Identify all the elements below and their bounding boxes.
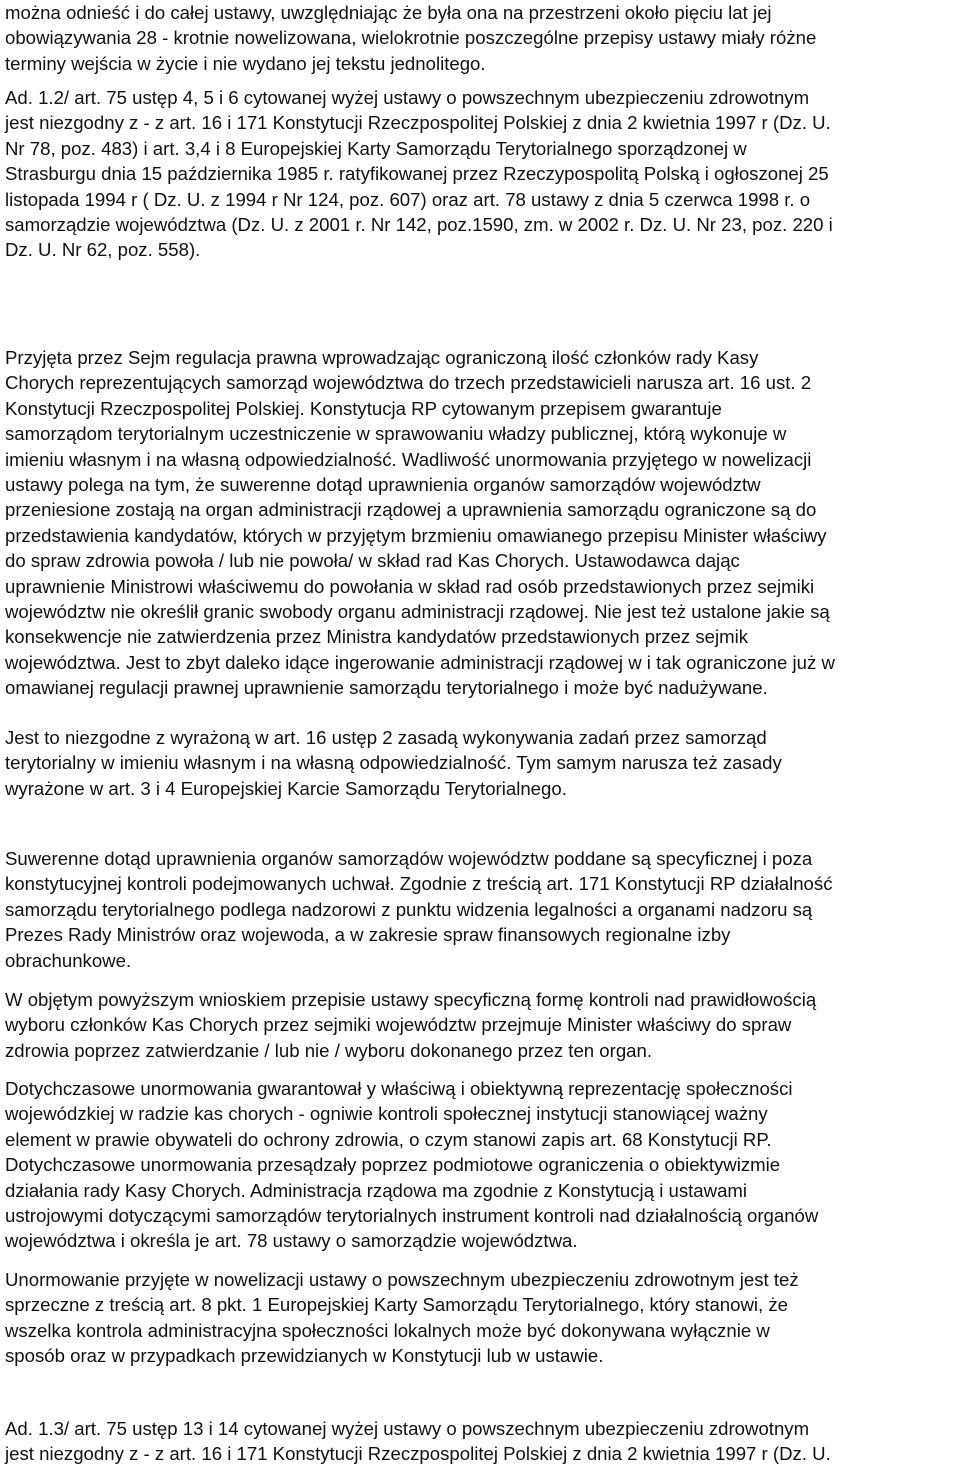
text-line: województwa. Jest to zbyt daleko idące ingerowanie administracji rządowej w i tak ograniczone już w xyxy=(5,651,835,673)
text-line: obowiązywania 28 - krotnie nowelizowana, wielokrotnie poszczególne przepisy ustawy miały różne xyxy=(5,27,817,49)
text-line: konstytucyjnej kontroli podejmowanych uchwał. Zgodnie z treścią art. 171 Konstytucji RP działalność xyxy=(5,873,833,895)
text-line: ustrojowymi dotyczącymi samorządów terytorialnych instrument kontroli nad działalnością organów xyxy=(5,1205,819,1227)
text-line: Dotychczasowe unormowania przesądzały poprzez podmiotowe ograniczenia o obiektywizmie xyxy=(5,1154,781,1176)
paragraph-8 xyxy=(5,1267,799,1369)
text-line: przeniesione zostają na organ administracji rządowej a uprawnienia samorządu ograniczone są do xyxy=(5,499,817,521)
paragraph-2 xyxy=(5,85,833,263)
text-line: Ad. 1.3/ art. 75 ustęp 13 i 14 cytowanej wyżej ustawy o powszechnym ubezpieczeniu zdrowotnym xyxy=(5,1418,810,1439)
text-line: Strasburgu dnia 15 października 1985 r. ratyfikowanej przez Rzeczypospolitą Polską i ogłoszonej 25 xyxy=(5,163,829,185)
text-line: Suwerenne dotąd uprawnienia organów samorządów województw poddane są specyficznej i poza xyxy=(5,848,813,869)
text-line: listopada 1994 r ( Dz. U. z 1994 r Nr 124, poz. 607) oraz art. 78 ustawy z dnia 5 czerwca 1998 r. o xyxy=(5,188,811,210)
text-line: sposób oraz w przypadkach przewidzianych w Konstytucji lub w ustawie. xyxy=(5,1345,604,1367)
text-line: wojewódzkiej w radzie kas chorych - ogniwie kontroli społecznej instytucji stanowiącej ważny xyxy=(5,1103,768,1125)
text-line: element w prawie obywateli do ochrony zdrowia, o czym stanowi zapis art. 68 Konstytucji RP. xyxy=(5,1128,772,1150)
text-line: Przyjęta przez Sejm regulacja prawna wprowadzając ograniczoną ilość członków rady Kasy xyxy=(5,347,759,368)
text-line: imieniu własnym i na własną odpowiedzialność. Wadliwość unormowania przyjętego w nowelizacji xyxy=(5,448,812,470)
paragraph-6 xyxy=(5,987,816,1063)
text-line: jest niezgodny z - z art. 16 i 171 Konstytucji Rzeczpospolitej Polskiej z dnia 2 kwietnia 1997 r (Dz. U. xyxy=(5,112,831,134)
text-line: Prezes Rady Ministrów oraz wojewoda, a w zakresie spraw finansowych regionalne izby xyxy=(5,924,731,946)
text-line: działania rady Kasy Chorych. Administracja rządowa ma zgodnie z Konstytucją i ustawami xyxy=(5,1179,748,1201)
text-line: W objętym powyższym wnioskiem przepisie ustawy specyficzną formę kontroli nad prawidłowością xyxy=(5,989,817,1010)
text-line: terminy wejścia w życie i nie wydano jej tekstu jednolitego. xyxy=(5,52,486,74)
text-line: omawianej regulacji prawnej uprawnienie samorządu terytorialnego i może być nadużywane. xyxy=(5,677,768,699)
text-line: samorządzie województwa (Dz. U. z 2001 r. Nr 142, poz.1590, zm. w 2002 r. Dz. U. Nr 23, poz. 220 i xyxy=(5,214,833,236)
text-line: uprawnienie Ministrowi właściwemu do powołania w skład rad osób przedstawionych przez sejmiki xyxy=(5,575,815,597)
text-line: jest niezgodny z - z art. 16 i 171 Konstytucji Rzeczpospolitej Polskiej z dnia 2 kwietnia 1997 r (Dz. U. xyxy=(5,1443,831,1465)
text-line: Dz. U. Nr 62, poz. 558). xyxy=(5,239,201,261)
text-line: Nr 78, poz. 483) i art. 3,4 i 8 Europejskiej Karty Samorządu Terytorialnego sporządzonej w xyxy=(5,137,747,159)
text-line: ustawy polega na tym, że suwerenne dotąd uprawnienia organów samorządów województw xyxy=(5,474,761,496)
text-line: wyboru członków Kas Chorych przez sejmiki województw przejmuje Minister właściwy do spraw xyxy=(5,1014,792,1036)
paragraph-1 xyxy=(5,0,816,76)
text-line: województwa i określa je art. 78 ustawy o samorządzie województwa. xyxy=(5,1230,578,1252)
text-line: wyrażone w art. 3 i 4 Europejskiej Karcie Samorządu Terytorialnego. xyxy=(5,777,567,799)
text-line: zdrowia poprzez zatwierdzanie / lub nie / wyboru dokonanego przez ten organ. xyxy=(5,1039,653,1061)
text-line: samorządom terytorialnym uczestniczenie w sprawowaniu władzy publicznej, którą wykonuje w xyxy=(5,423,787,445)
text-line: Konstytucji Rzeczpospolitej Polskiej. Konstytucja RP cytowanym przepisem gwarantuje xyxy=(5,397,722,419)
text-line: terytorialny w imieniu własnym i na własną odpowiedzialność. Tym samym narusza też zasady xyxy=(5,752,782,774)
text-line: Ad. 1.2/ art. 75 ustęp 4, 5 i 6 cytowanej wyżej ustawy o powszechnym ubezpieczeniu zdrowotnym xyxy=(5,87,810,108)
paragraph-4 xyxy=(5,725,782,801)
paragraph-9 xyxy=(5,1416,831,1467)
paragraph-3 xyxy=(5,345,835,701)
text-line: Dotychczasowe unormowania gwarantował y właściwą i obiektywną reprezentację społeczności xyxy=(5,1078,793,1099)
text-line: Chorych reprezentujących samorząd województwa do trzech przedstawicieli narusza art. 16 ust. 2 xyxy=(5,372,812,394)
text-line: samorządu terytorialnego podlega nadzorowi z punktu widzenia legalności a organami nadzoru są xyxy=(5,898,813,920)
paragraph-7 xyxy=(5,1076,818,1254)
text-line: przedstawienia kandydatów, których w przyjętym brzmieniu omawianego przepisu Minister właściwy xyxy=(5,524,827,546)
text-line: Jest to niezgodne z wyrażoną w art. 16 ustęp 2 zasadą wykonywania zadań przez samorząd xyxy=(5,727,767,748)
text-line: Unormowanie przyjęte w nowelizacji ustawy o powszechnym ubezpieczeniu zdrowotnym jest też xyxy=(5,1269,799,1290)
text-line: można odnieść i do całej ustawy, uwzględniając że była ona na przestrzeni około pięciu lat jej xyxy=(5,2,772,23)
text-line: konsekwencje nie zatwierdzenia przez Ministra kandydatów przedstawionych przez sejmik xyxy=(5,626,749,648)
text-line: do spraw zdrowia powoła / lub nie powoła/ w skład rad Kas Chorych. Ustawodawca dając xyxy=(5,550,740,572)
text-line: obrachunkowe. xyxy=(5,949,132,971)
paragraph-5 xyxy=(5,846,833,973)
text-line: województw nie określił granic swobody organu administracji rządowej. Nie jest też ustalone jakie są xyxy=(5,601,830,623)
text-line: wszelka kontrola administracyjna społeczności lokalnych może być dokonywana wyłącznie w xyxy=(5,1319,770,1341)
text-line: sprzeczne z treścią art. 8 pkt. 1 Europejskiej Karty Samorządu Terytorialnego, który stanowi, że xyxy=(5,1294,789,1316)
